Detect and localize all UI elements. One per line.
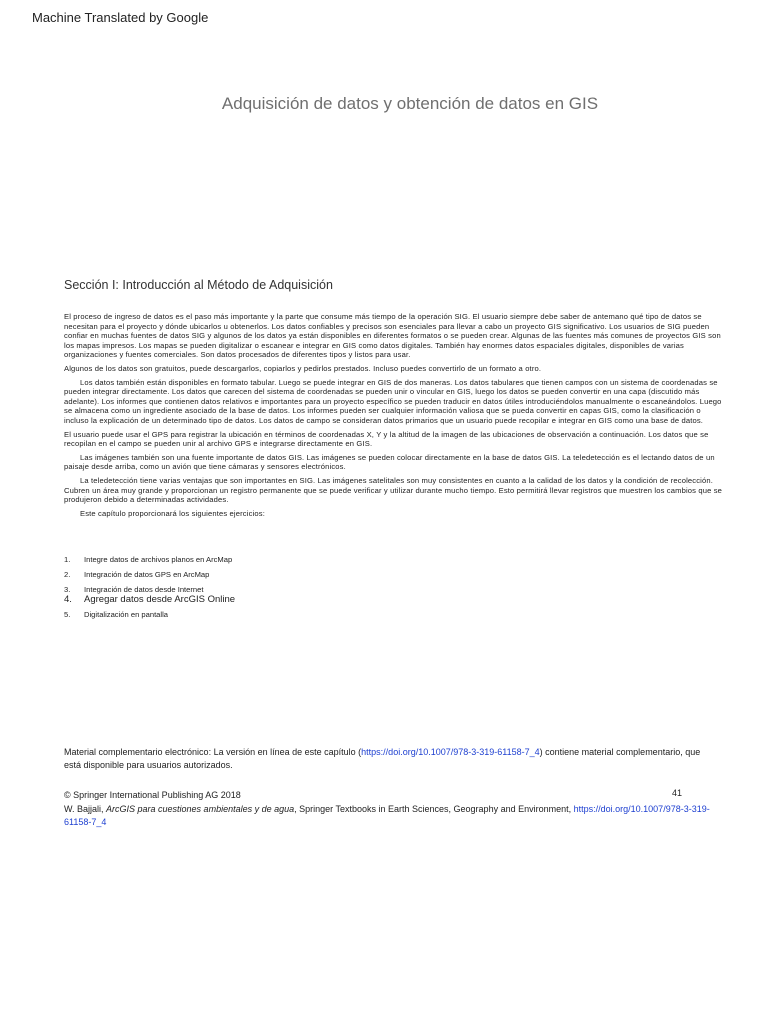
list-item-text: Integración de datos desde Internet (84, 585, 204, 594)
exercise-list (64, 555, 364, 625)
list-item (64, 570, 364, 580)
list-number: 5. (64, 610, 71, 619)
footnote-suffix: ) contiene material complementario, que está disponible para usuarios autorizados. (64, 747, 701, 770)
citation-doi-link[interactable]: https://doi.org/10.1007/978-3-319-61158-7_4 (64, 804, 710, 827)
list-item (64, 610, 364, 620)
list-item (64, 555, 364, 565)
paragraph: Los datos también están disponibles en formato tabular. Luego se puede integrar en GIS de dos maneras. Los datos tabulares que tienen campos con un sistema de coordenadas se pueden integrar directamente. Los datos que carecen del sistema de coordenadas se pueden unir o vincular en GIS, luego los datos se pueden convertir en una capa (discutido más adelante). Los informes que contienen datos relativos e importantes para un proyecto específico se pueden traducir en datos útiles introduciéndolos manualmente o escaneándolos. Luego se almacena como un ingrediente asociado de la base de datos. Los informes pueden ser cualquier información valiosa que se pueda convertir en capas GIS, como la clasificación o incluso la explicación de un determinado tipo de datos. Los datos de campo se consideran datos primarios que un usuario puede recopilar e integrar en GIS como una base de datos. (64, 377, 722, 425)
machine-translation-notice: Machine Translated by Google (32, 10, 209, 25)
paragraph: El proceso de ingreso de datos es el paso más importante y la parte que consume más tiempo de la operación SIG. El usuario siempre debe saber de antemano qué tipo de datos se necesitan para el proyecto y dónde ubicarlos u obtenerlos. Los datos confiables y precisos son esenciales para llevar a cabo un proyecto GIS significativo. Los usuarios de SIG pueden confiar en muchas fuentes de datos SIG y algunos de los datos ya están disponibles en diferentes formatos o se pueden crear. Algunas de las fuentes más comunes de proyectos GIS son los mapas impresos. Los mapas se pueden digitalizar o escanear e integrar en GIS como datos digitales. También hay enormes datos espaciales digitales, disponibles de varias organizaciones y fuentes comerciales. Son datos procesados de diferentes tipos y listos para usar. (64, 312, 721, 360)
body-text (64, 312, 724, 522)
citation-book-title: ArcGIS para cuestiones ambientales y de agua (106, 804, 295, 814)
list-item-text: Integración de datos GPS en ArcMap (84, 570, 210, 579)
citation-series: , Springer Textbooks in Earth Sciences, Geography and Environment, (294, 804, 574, 814)
list-item-text: Digitalización en pantalla (84, 610, 169, 619)
list-item-text: Integre datos de archivos planos en ArcMap (84, 555, 233, 564)
footnote-prefix: Material complementario electrónico: La versión en línea de este capítulo ( (64, 747, 362, 757)
list-number: 3. (64, 585, 71, 594)
list-item (64, 595, 364, 605)
list-number: 4. (64, 594, 72, 605)
paragraph: El usuario puede usar el GPS para registrar la ubicación en términos de coordenadas X, Y y la altitud de la imagen de las ubicaciones de observación a continuación. Los datos que se recopilan en el campo se pueden unir al archivo GPS e integrarse directamente en GIS. (64, 429, 709, 449)
list-number: 1. (64, 555, 71, 564)
list-item-text: Agregar datos desde ArcGIS Online (84, 594, 236, 605)
citation-authors: W. Bajjali, (64, 804, 107, 814)
paragraph: Este capítulo proporcionará los siguientes ejercicios: (80, 508, 265, 518)
list-number: 2. (64, 570, 71, 579)
citation (64, 803, 724, 829)
page-number: 41 (672, 788, 683, 798)
copyright-line: © Springer International Publishing AG 2018 (64, 790, 241, 800)
paragraph: La teledetección tiene varias ventajas que son importantes en SIG. Las imágenes satelitales son muy consistentes en cuanto a la calidad de los datos y la condición de recolección. Cubren un área muy grande y proporcionan un registro permanente que se puede verificar y utilizar durante mucho tiempo. Esto permitirá llevar registros que muestren los cambios que se produjeron debido a determinadas actividades. (64, 475, 723, 505)
paragraph: Las imágenes también son una fuente importante de datos GIS. Las imágenes se pueden colocar directamente en la base de datos GIS. La teledetección es el lectando datos de un paisaje desde arriba, como un avión que tiene cámaras y sensores electrónicos. (64, 452, 715, 472)
paragraph: Algunos de los datos son gratuitos, puede descargarlos, copiarlos y pedirlos prestados. Incluso puedes convertirlo de un formato a otro. (64, 363, 542, 373)
supplementary-material-note (64, 746, 714, 772)
doi-link[interactable]: https://doi.org/10.1007/978-3-319-61158-7_4 (361, 747, 540, 757)
section-heading: Sección I: Introducción al Método de Adquisición (64, 278, 333, 292)
chapter-title: Adquisición de datos y obtención de datos en GIS (221, 94, 599, 113)
